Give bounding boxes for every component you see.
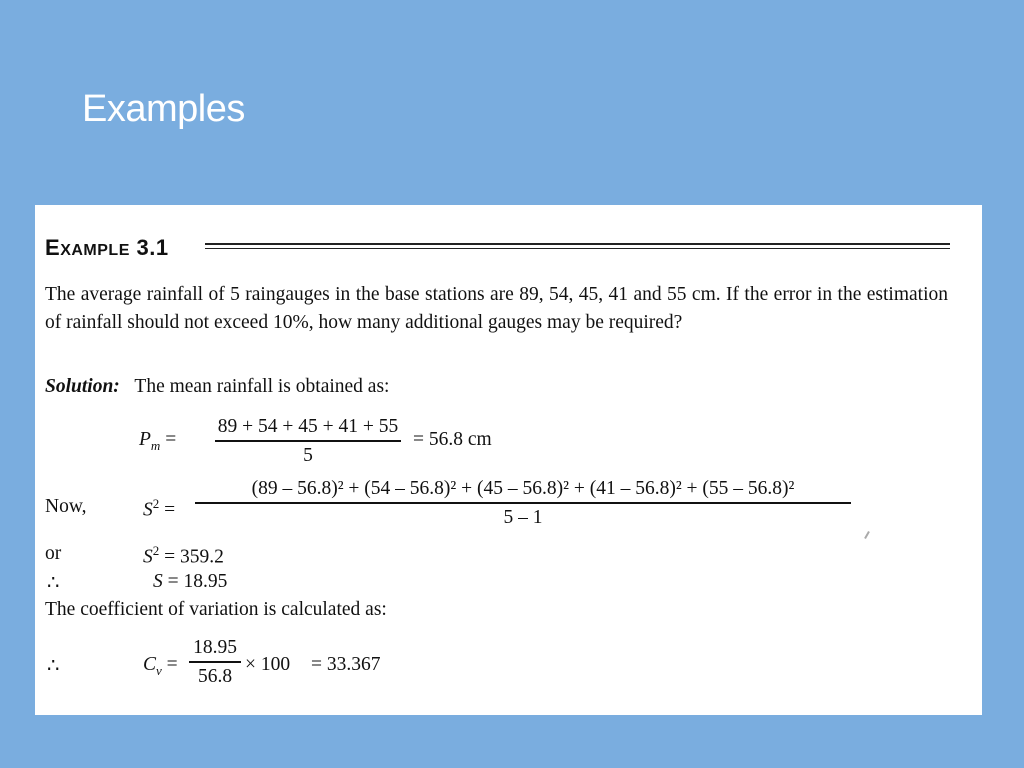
example-label-prefix: E [45, 235, 61, 260]
variance-value [143, 543, 224, 569]
std-dev-rhs: = 18.95 [167, 571, 228, 592]
example-label [45, 235, 169, 261]
cv-prefix: ∴ [47, 656, 60, 677]
pm-lhs: $P_m$ = [139, 429, 177, 453]
variance-denominator: 5 – 1 [503, 506, 543, 528]
cv-lhs: $C_v$ = [143, 654, 178, 678]
pm-var: P [139, 429, 151, 450]
variance-fraction [195, 478, 851, 529]
pm-result: = 56.8 cm [413, 429, 492, 450]
cv-intro: The coefficient of variation is calculated as: [45, 599, 387, 620]
cv-result: = 33.367 [311, 654, 381, 675]
slide-title: Examples [82, 88, 245, 130]
variance-value-prefix: or [45, 543, 62, 564]
variance-prefix: Now, [45, 496, 87, 517]
std-dev-var: S [153, 571, 163, 592]
cv-multiplier: × 100 [245, 654, 291, 675]
stray-mark [864, 531, 870, 539]
example-panel [35, 205, 982, 715]
pm-sub: m [150, 437, 161, 453]
pm-denominator: 5 [303, 444, 313, 466]
variance-lhs: $S^2$ = [143, 496, 176, 521]
solution-line [45, 376, 389, 398]
variance-value-sup: 2 [152, 543, 160, 558]
std-dev-prefix: ∴ [47, 573, 60, 594]
example-label-number: 3.1 [136, 235, 169, 260]
solution-label: Solution: [45, 376, 120, 397]
cv-denominator: 56.8 [197, 665, 233, 687]
std-dev [153, 571, 227, 593]
example-header [45, 235, 950, 265]
pm-numerator: 89 + 54 + 45 + 41 + 55 [217, 416, 399, 437]
cv-numerator: 18.95 [193, 637, 237, 658]
cv-sub: v [156, 662, 162, 678]
example-label-smallcaps: XAMPLE [60, 242, 130, 259]
cv-var: C [143, 654, 157, 675]
variance-numerator: (89 – 56.8)² + (54 – 56.8)² + (45 – 56.8)² + (41 – 56.8)² + (55 – 56.8)² [251, 478, 795, 499]
pm-fraction [215, 416, 401, 467]
variance-value-var: S [143, 546, 153, 568]
variance-var: S [143, 499, 153, 521]
variance-value-rhs: = 359.2 [164, 546, 224, 568]
problem-statement: The average rainfall of 5 raingauges in the base stations are 89, 54, 45, 41 and 55 cm. If the error in the estimation of rainfall should not exceed 10%, how many additional gauges may be required? [45, 284, 948, 333]
solution-intro: The mean rainfall is obtained as: [134, 376, 390, 397]
cv-fraction [189, 637, 241, 688]
header-double-rule [205, 243, 950, 252]
variance-sup: 2 [152, 496, 160, 511]
